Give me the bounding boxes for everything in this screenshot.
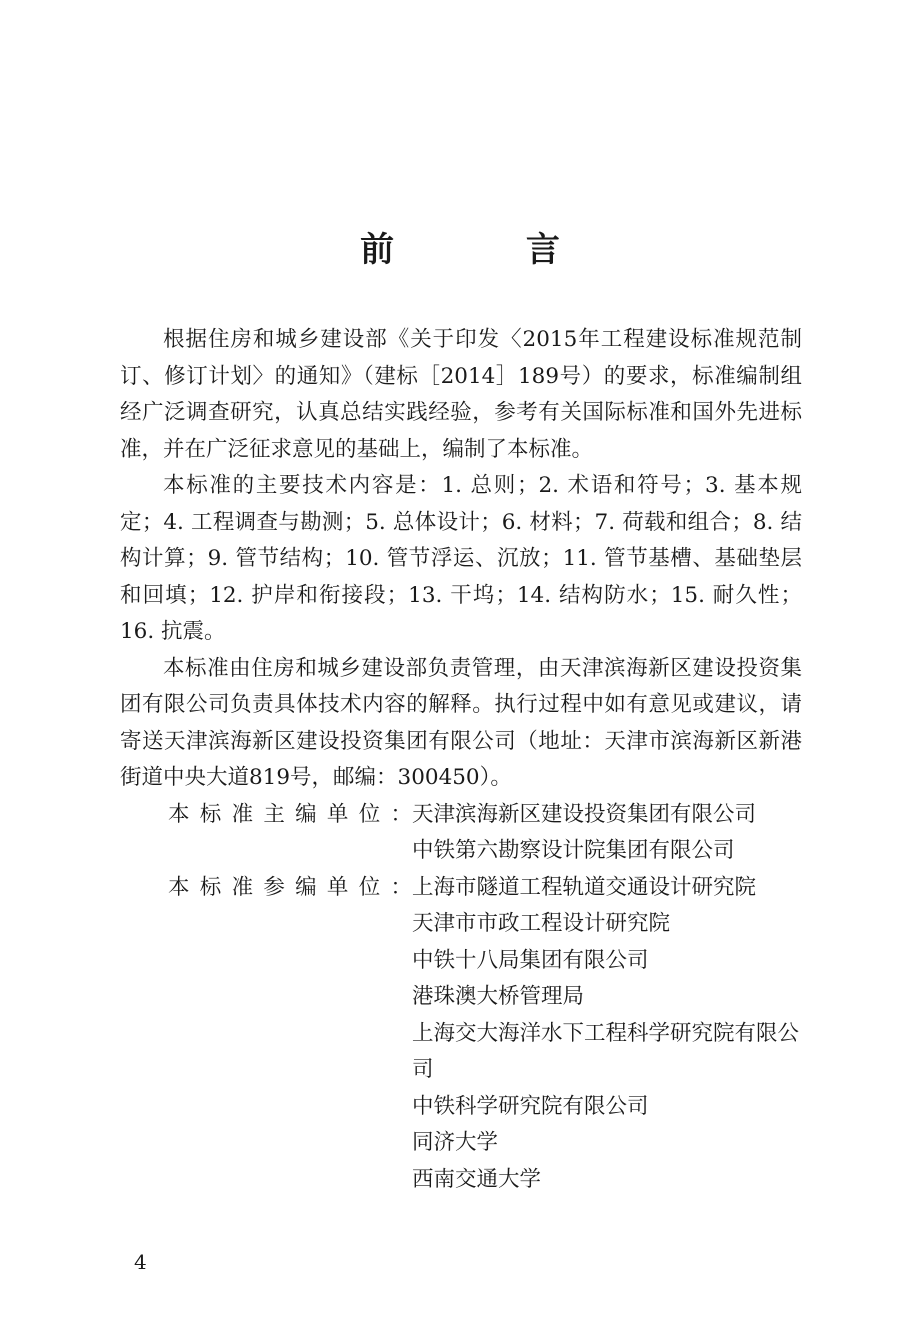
chief-units-list <box>412 797 802 870</box>
preface-paragraph-management: 本标准由住房和城乡建设部负责管理，由天津滨海新区建设投资集团有限公司负责具体技术内容的解释。执行过程中如有意见或建议，请寄送天津滨海新区建设投资集团有限公司（地址：天津市滨海新区新港街道中央大道819号，邮编：300450）。 <box>120 655 802 790</box>
participating-unit-item: 天津市市政工程设计研究院 <box>412 911 671 936</box>
page-title: 前 言 <box>360 230 620 270</box>
chief-unit-item: 天津滨海新区建设投资集团有限公司 <box>412 801 757 827</box>
page-number: 4 <box>134 1250 147 1274</box>
preface-paragraph-basis: 根据住房和城乡建设部《关于印发〈2015年工程建设标准规范制订、修订计划〉的通知》（建标［2014］189号）的要求，标准编制组经广泛调查研究，认真总结实践经验，参考有关国际标准和国外先进标准，并在广泛征求意见的基础上，编制了本标准。 <box>120 327 802 462</box>
participating-unit-item: 同济大学 <box>412 1130 499 1155</box>
chief-units-block <box>120 797 802 870</box>
participating-units-block <box>120 870 802 1199</box>
participating-unit-item: 上海交大海洋水下工程科学研究院有限公司 <box>412 1020 800 1082</box>
chief-units-label: 本标准主编单位： <box>168 801 412 827</box>
chief-unit-item: 中铁第六勘察设计院集团有限公司 <box>412 838 735 863</box>
participating-unit-item: 上海市隧道工程轨道交通设计研究院 <box>412 874 757 900</box>
preface-paragraph-contents: 本标准的主要技术内容是：1. 总则；2. 术语和符号；3. 基本规定；4. 工程调查与勘测；5. 总体设计；6. 材料；7. 荷载和组合；8. 结构计算；9. 管节结构；10. 管节浮运、沉放；11. 管节基槽、基础垫层和回填；12. 护岸和衔接段；13. 干坞；14. 结构防水；15. 耐久性；16. 抗震。 <box>120 473 802 644</box>
preface-body <box>120 322 802 1198</box>
participating-units-label: 本标准参编单位： <box>168 874 412 900</box>
participating-units-list <box>412 870 802 1199</box>
participating-unit-item: 中铁科学研究院有限公司 <box>412 1093 649 1119</box>
participating-unit-item: 西南交通大学 <box>412 1166 542 1192</box>
participating-unit-item: 中铁十八局集团有限公司 <box>412 947 649 973</box>
participating-unit-item: 港珠澳大桥管理局 <box>412 984 585 1009</box>
